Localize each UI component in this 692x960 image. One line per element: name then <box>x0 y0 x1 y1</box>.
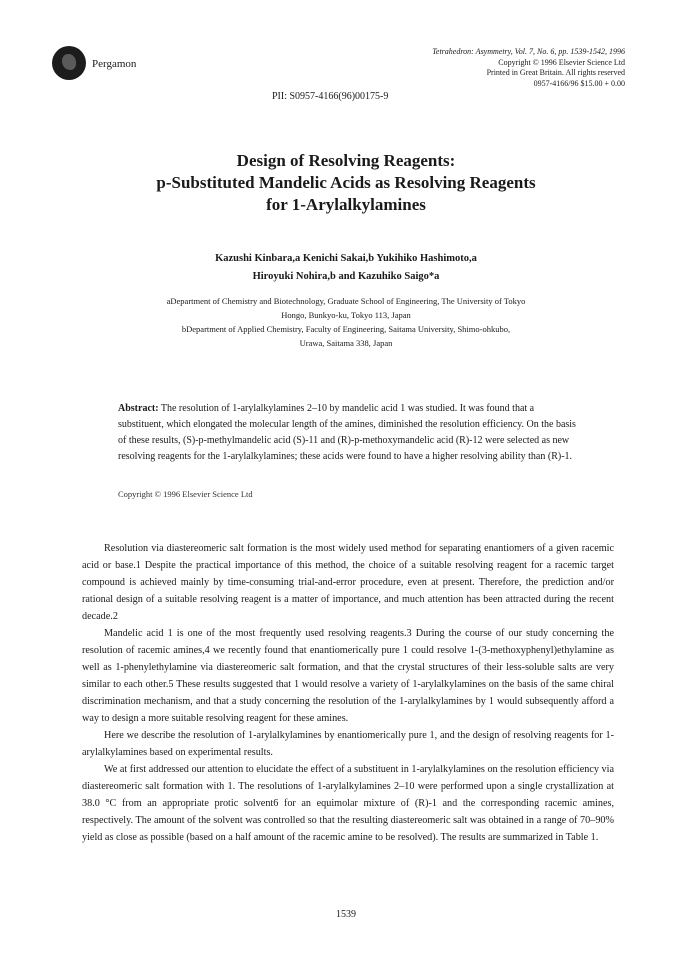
body-paragraph: Resolution via diastereomeric salt formation is the most widely used method for separating enantiomers of a given racemic acid or base.1 Despite the practical importance of this method, the choice of a suitable resolving reagent for a racemic target compound is achieved mainly by time-consuming trial-and-error procedure, even at present. Therefore, the prediction and/or rational design of a suitable resolving reagent is a matter of importance, and much attention has been attracted during the recent decade.2 <box>82 543 614 622</box>
affiliation-line: Hongo, Bunkyo-ku, Tokyo 113, Japan <box>281 310 411 320</box>
journal-issn: 0957-4166/96 $15.00 + 0.00 <box>533 78 625 88</box>
pergamon-logo <box>52 46 86 80</box>
paper-title <box>60 150 632 216</box>
body-paragraph: Here we describe the resolution of 1-arylalkylamines by enantiomerically pure 1, and the design of resolving reagents for 1-arylalkylamines based on experimental results. <box>82 730 614 758</box>
affiliation-line: bDepartment of Applied Chemistry, Faculty of Engineering, Saitama University, Shimo-ohkubo, <box>181 324 511 334</box>
body-paragraph: We at first addressed our attention to elucidate the effect of a substituent in 1-arylalkylamines on the resolution efficiency via diastereomeric salt formation with 1. The resolutions of 1-arylalkylamines 2–10 were performed upon a single crystallization at 38.0 °C from an appropriate protic solvent6 for an equimolar mixture of (R)-1 and the corresponding racemic amines, respectively. The amount of the solvent was controlled so that the resulting diastereomeric salt was obtained in a range of 70–90% yield as close as possible (based on a half amount of the racemic amine to be resolved). The results are summarized in Table 1. <box>82 764 614 843</box>
body-paragraph: Mandelic acid 1 is one of the most frequently used resolving reagents.3 During the course of our study concerning the resolution of racemic amines,4 we recently found that enantiomerically pure 1 could resolve 1-(3-methoxyphenyl)ethylamine as well as 1-phenylethylamine via diastereomeric salt formation, and that the crystal structures of their less-soluble salts are very similar to each other.5 These results suggested that 1 would resolve a variety of 1-arylalkylamines on the basis of the same chiral discrimination mechanism, and that a study concerning the resolution of the 1-arylalkylamines by 1 would subsequently afford a way to design a more suitable resolving reagent for these amines. <box>82 628 614 724</box>
title-line: p-Substituted Mandelic Acids as Resolving Reagents <box>156 173 536 192</box>
title-line: Design of Resolving Reagents: <box>236 151 456 170</box>
journal-citation: Tetrahedron: Asymmetry, Vol. 7, No. 6, pp. 1539-1542, 1996 <box>432 47 625 56</box>
publisher-name: Pergamon <box>92 58 137 70</box>
body-text <box>82 540 614 846</box>
affiliation-line: aDepartment of Chemistry and Biotechnology, Graduate School of Engineering, The University of Tokyo <box>166 296 526 306</box>
journal-printed: Printed in Great Britain. All rights reserved <box>486 68 625 78</box>
abstract <box>118 401 578 465</box>
abstract-text: The resolution of 1-arylalkylamines 2–10 by mandelic acid 1 was studied. It was found that a substituent, which elongated the molecular length of the amines, diminished the resolution efficiency. On the basis of these results, (S)-p-methylmandelic acid (S)-11 and (R)-p-methoxymandelic acid (R)-12 were selected as new resolving reagents for the 1-arylalkylamines; these acids were found to have a higher resolving ability than (R)-1. <box>118 403 576 462</box>
page-number: 1539 <box>336 909 356 920</box>
journal-info <box>345 47 625 89</box>
author-line: Kazushi Kinbara,a Kenichi Sakai,b Yukihiko Hashimoto,a <box>215 253 477 264</box>
title-line: for 1-Arylalkylamines <box>266 195 426 214</box>
pii-code: PII: S0957-4166(96)00175-9 <box>272 91 389 102</box>
author-line: Hiroyuki Nohira,b and Kazuhiko Saigo*a <box>252 271 440 282</box>
affiliations <box>60 294 632 350</box>
journal-copyright: Copyright © 1996 Elsevier Science Ltd <box>498 57 625 67</box>
affiliation-line: Urawa, Saitama 338, Japan <box>299 338 393 348</box>
abstract-copyright: Copyright © 1996 Elsevier Science Ltd <box>118 489 253 499</box>
author-list <box>60 250 632 286</box>
abstract-label: Abstract: <box>118 403 159 414</box>
